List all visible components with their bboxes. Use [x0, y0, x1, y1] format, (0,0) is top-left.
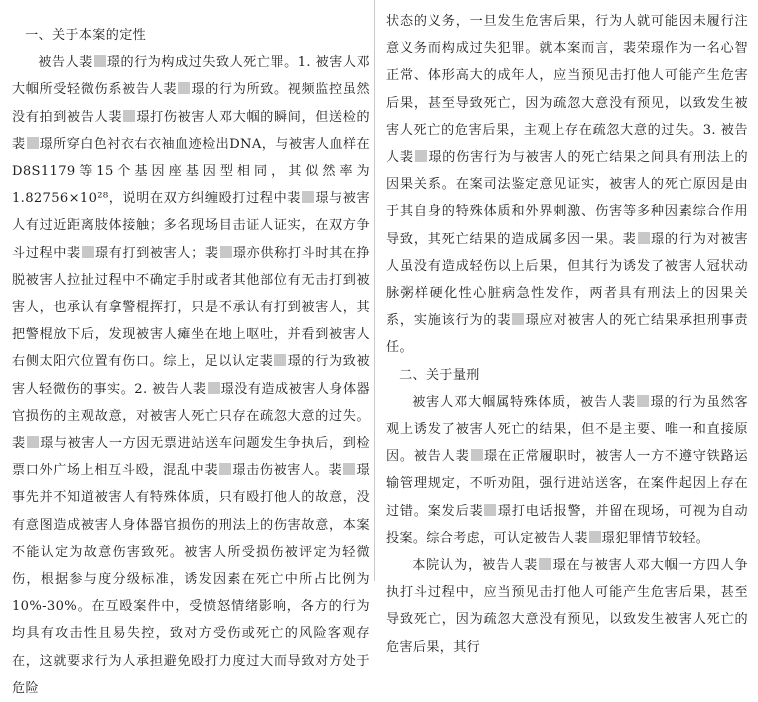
redaction-mask [484, 504, 496, 516]
redaction-mask [208, 382, 220, 394]
paragraph-characterization-continued: 状态的义务，一旦发生危害后果，行为人就可能因未履行注意义务而构成过失犯罪。就本案而言，裴荣璟作为一名心智正常、体形高大的成年人，应当预见击打他人可能产生危害后果，甚至导致死亡，因为疏忽大意没有预见，以致发生被害人死亡的危害后果，主观上存在疏忽大意的过失。3. 被告人裴 璟的伤害行为与被害人的死亡结果之间具有刑法上的因果关系。在案司法鉴定意见证实，被害人的死亡原因是由于其自身的特殊体质和外界刺激、伤害等多种因素综合作用导致，其死亡结果的造成属多因一果。裴 璟的行为对被害人虽没有造成轻伤以上后果，但其行为诱发了被害人冠状动脉粥样硬化性心脏病急性发作，两者具有刑法上的因果关系，实施该行为的裴 璟应对被害人的死亡结果承担刑事责任。 [386, 14, 748, 356]
redaction-mask [415, 150, 427, 162]
redaction-mask [219, 463, 231, 475]
redaction-mask [637, 395, 649, 407]
redaction-mask [94, 55, 106, 67]
left-column [12, 22, 370, 702]
redaction-mask [123, 110, 135, 122]
column-divider [374, 0, 375, 581]
section-heading-1: 一、关于本案的定性 [25, 28, 147, 43]
redaction-mask [178, 82, 190, 94]
redaction-mask [539, 558, 551, 570]
section-heading-2: 二、关于量刑 [399, 367, 480, 383]
redaction-mask [512, 313, 524, 325]
paragraph-characterization: 被告人裴 璟的行为构成过失致人死亡罪。1. 被害人邓大帼所受轻微伤系被告人裴 璟的行为所致。视频监控虽然没有拍到被告人裴 璟打伤被害人邓大帼的瞬间，但送检的裴 璟所穿白色衬衣右衣袖血迹检出DNA，与被害人血样在D8S1179等15个基因座基因型相同，其似然率为1.82756×10²⁸，说明在双方纠缠殴打过程中裴 璟与被害人有过近距离肢体接触；多名现场目击证人证实，在双方争斗过程中裴 璟有打到被害人；裴 璟亦供称打斗时其在挣脱被害人拉扯过程中不确定手肘或者其他部位有无击打到被害人，也承认有拿警棍挥打，只是不承认有打到被害人，其把警棍放下后，发现被害人瘫坐在地上呕吐，并看到被害人右侧太阳穴位置有伤口。综上，足以认定裴 璟的行为致被害人轻微伤的事实。2. 被告人裴 璟没有造成被害人身体器官损伤的主观故意，对被害人死亡只存在疏忽大意的过失。裴 璟与被害人一方因无票进站送车问题发生争执后，到检票口外广场上相互斗殴，混乱中裴 璟击伤被害人。裴 璟事先并不知道被害人有特殊体质，只有殴打他人的故意，没有意图造成被害人身体器官损伤的刑法上的伤害故意，本案不能认定为故意伤害致死。被害人所受损伤被评定为轻微伤，根据参与度分级标准，诱发因素在死亡中所占比例为10%-30%。在互殴案件中，受愤怒情绪影响，各方的行为均具有攻击性且易失控，致对方受伤或死亡的风险客观存在，这就要求行为人承担避免殴打力度过大而导致对方处于危险 [12, 55, 371, 696]
redaction-mask [302, 191, 314, 203]
redaction-mask [274, 354, 286, 366]
redaction-mask [471, 449, 483, 461]
redaction-mask [589, 531, 601, 543]
redaction-mask [82, 246, 94, 258]
redaction-mask [27, 137, 39, 149]
paragraph-sentencing: 被害人邓大帼属特殊体质，被告人裴 璟的行为虽然客观上诱发了被害人死亡的结果，但不是主要、唯一和直接原因。被告人裴 璟在正常履职时，被害人一方不遵守铁路运输管理规定，不听劝阻，强行进站送客，在案件起因上存在过错。案发后裴 璟打电话报警，并留在现场，可视为自动投案。综合考虑，可认定被告人裴 璟犯罪情节较轻。 [386, 394, 749, 546]
redaction-mask [638, 232, 650, 244]
paragraph-court-opinion: 本院认为，被告人裴 璟在与被害人邓大帼一方四人争执打斗过程中，应当预见击打他人可能产生危害后果，甚至导致死亡，因为疏忽大意没有预见，以致发生被害人死亡的危害后果，其行 [386, 558, 748, 655]
redaction-mask [27, 436, 39, 448]
redaction-mask [343, 463, 355, 475]
right-column [386, 8, 748, 661]
redaction-mask [220, 246, 232, 258]
